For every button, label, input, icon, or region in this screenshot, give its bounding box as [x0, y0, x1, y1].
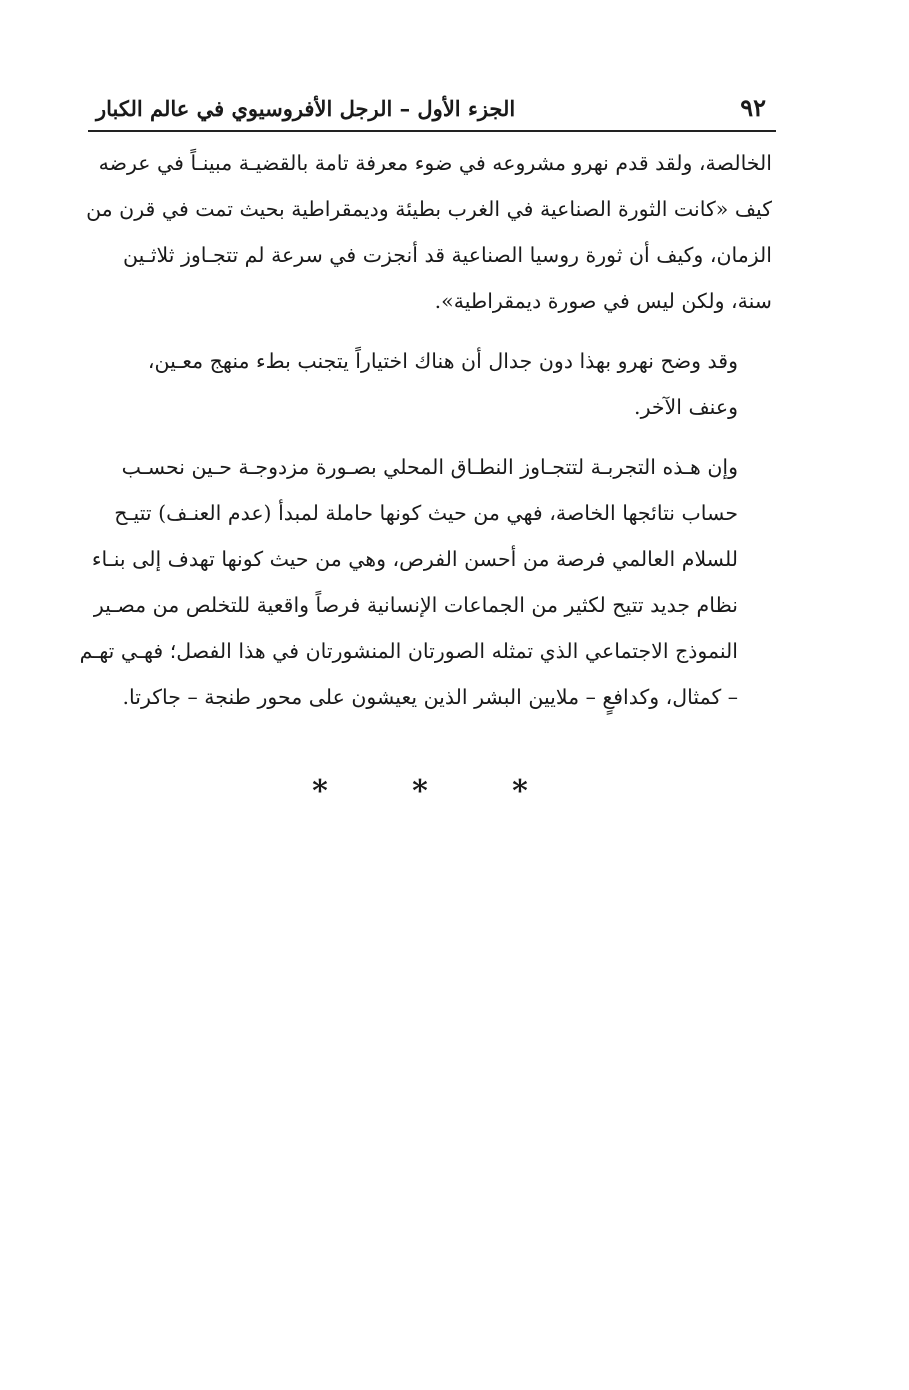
text-line: حساب نتائجها الخاصة، فهي من حيث كونها حاملة لمبدأ (عدم العنـف) تتيـح [114, 501, 738, 525]
asterisk-ornament: * [312, 774, 328, 809]
paragraph-1 [86, 140, 772, 324]
text-line: نظام جديد تتيح لكثير من الجماعات الإنسانية فرصاً واقعية للتخلص من مصـير [93, 593, 738, 617]
text-line: الخالصة، ولقد قدم نهرو مشروعه في ضوء معرفة تامة بالقضيـة مبينـاً في عرضه [98, 151, 772, 175]
page-number: ٩٢ [740, 93, 766, 122]
asterisk-ornament: * [412, 774, 428, 809]
text-line: النموذج الاجتماعي الذي تمثله الصورتان المنشورتان في هذا الفصل؛ فهـي تهـم [79, 639, 738, 663]
text-line: كيف «كانت الثورة الصناعية في الغرب بطيئة وديمقراطية بحيث تمت في قرن من [86, 197, 772, 221]
section-separator [300, 772, 540, 812]
asterisk-ornament: * [512, 774, 528, 809]
text-line: وعنف الآخر. [634, 395, 738, 419]
paragraph-3 [79, 444, 772, 720]
header-rule [88, 130, 776, 132]
text-line: – كمثال، وكدافعٍ – ملايين البشر الذين يعيشون على محور طنجة – جاكرتا. [122, 685, 738, 709]
text-line: الزمان، وكيف أن ثورة روسيا الصناعية قد أنجزت في سرعة لم تتجـاوز ثلاثـين [123, 243, 772, 267]
text-line: وإن هـذه التجربـة لتتجـاوز النطـاق المحلي بصـورة مزدوجـة حـين نحسـب [121, 455, 738, 479]
running-title: الجزء الأول – الرجل الأفروسيوي في عالم الكبار [96, 96, 516, 121]
text-line: وقد وضح نهرو بهذا دون جدال أن هناك اختياراً يتجنب بطء منهج معـين، [147, 349, 738, 373]
text-line: للسلام العالمي فرصة من أحسن الفرص، وهي من حيث كونها تهدف إلى بنـاء [91, 547, 738, 571]
text-line: سنة، ولكن ليس في صورة ديمقراطية». [434, 289, 772, 313]
page-header [88, 88, 776, 134]
body-text [79, 140, 772, 734]
paragraph-2 [90, 338, 772, 430]
